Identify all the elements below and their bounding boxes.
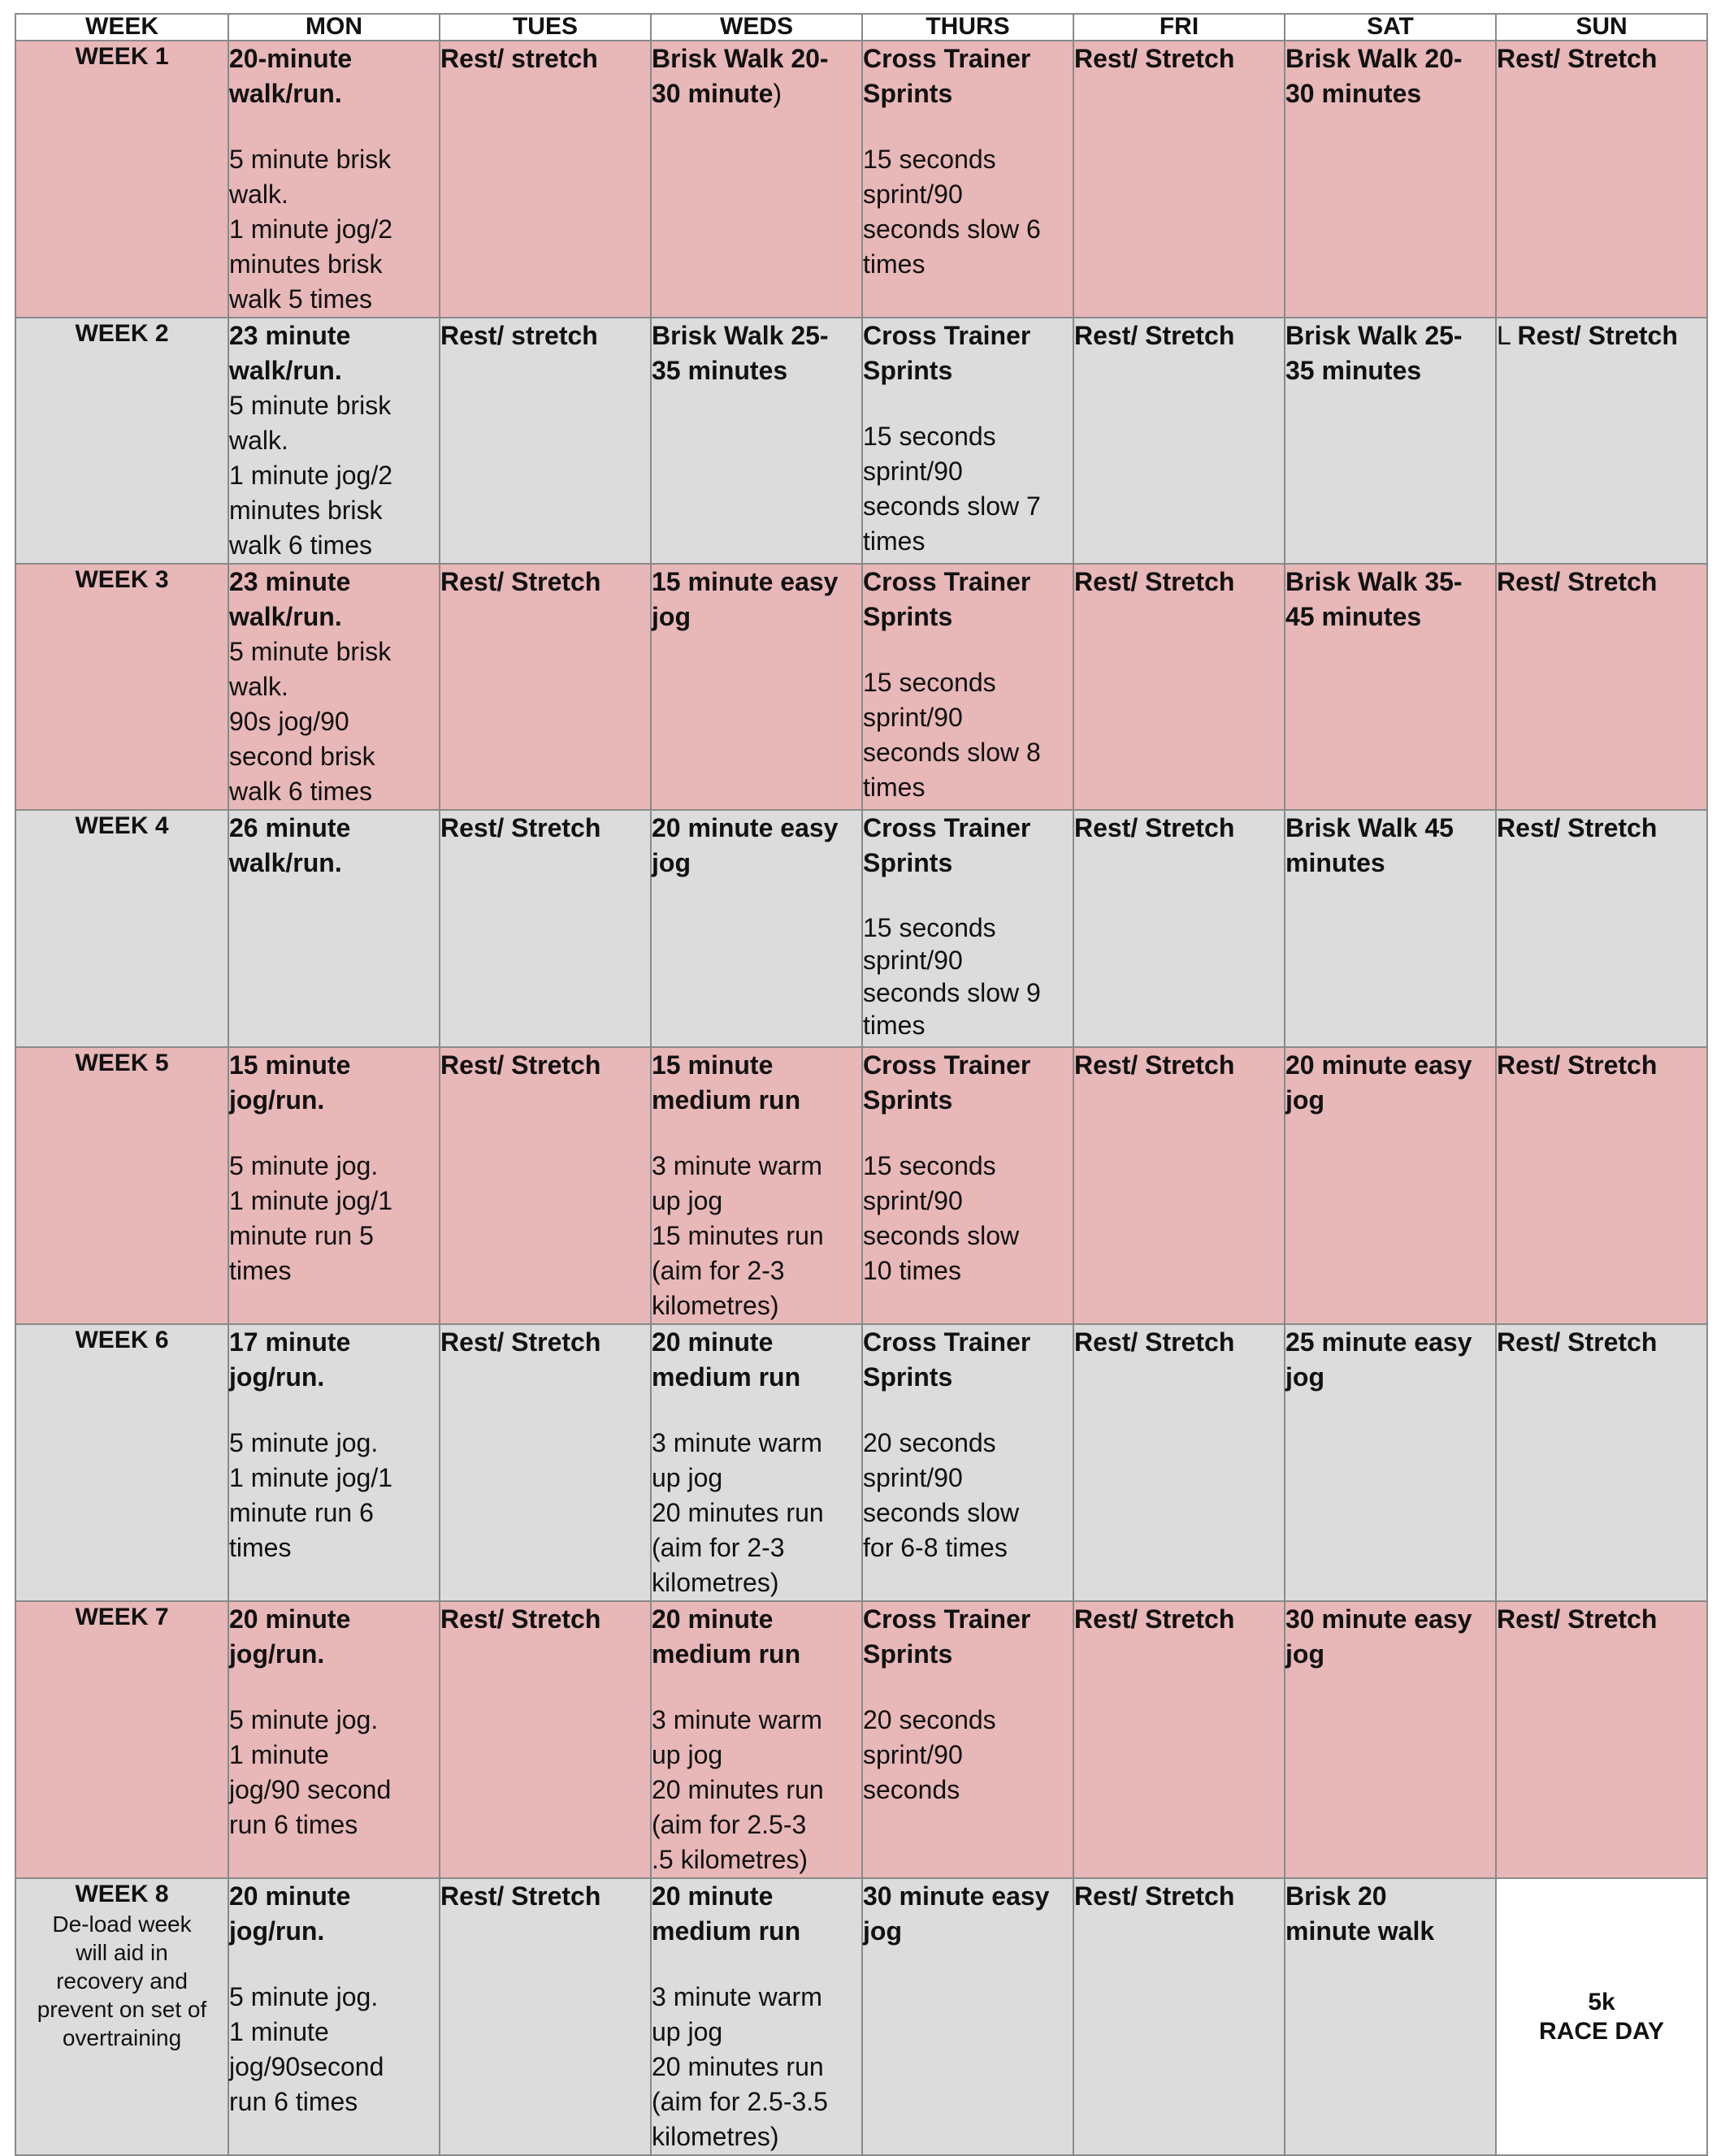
table-row (15, 1601, 1707, 1878)
mon-title: 23 minute walk/run. (229, 567, 351, 631)
thurs-cell (862, 1878, 1073, 2155)
fri-cell (1073, 1878, 1285, 2155)
tues-text: Rest/ Stretch (440, 1050, 601, 1080)
sun-text: Rest/ Stretch (1497, 1327, 1658, 1357)
table-row (15, 41, 1707, 318)
weds-cell (651, 810, 862, 1047)
week-label-cell (15, 318, 228, 564)
mon-detail: 5 minute brisk walk. 1 minute jog/2 minutes brisk walk 5 times (229, 145, 393, 314)
tues-cell (440, 41, 651, 318)
mon-title: 20-minute walk/run. (229, 44, 353, 108)
mon-detail: 5 minute jog. 1 minute jog/90second run 6 times (229, 1982, 384, 2116)
tues-text: Rest/ Stretch (440, 813, 601, 842)
mon-title: 17 minute jog/run. (229, 1327, 351, 1392)
thurs-title: Cross Trainer Sprints (863, 567, 1031, 631)
thurs-detail: 15 seconds sprint/90 seconds slow 9 times (863, 913, 1041, 1040)
table-row (15, 1324, 1707, 1601)
sat-cell (1285, 1878, 1496, 2155)
week-label: WEEK 8 (75, 1881, 169, 1907)
mon-detail: 5 minute jog. 1 minute jog/1 minute run 6 times (229, 1428, 393, 1562)
mon-detail: 5 minute brisk walk. 90s jog/90 second brisk walk 6 times (229, 637, 392, 806)
week-label: WEEK 1 (75, 43, 169, 70)
fri-cell (1073, 1047, 1285, 1324)
fri-text: Rest/ Stretch (1074, 44, 1235, 73)
tues-text: Rest/ Stretch (440, 1604, 601, 1634)
header-fri: FRI (1073, 14, 1285, 41)
fri-text: Rest/ Stretch (1074, 1881, 1235, 1911)
mon-title: 20 minute jog/run. (229, 1881, 351, 1946)
tues-text: Rest/ Stretch (440, 567, 601, 596)
week-label: WEEK 3 (75, 566, 169, 593)
thurs-cell (862, 810, 1073, 1047)
thurs-detail: 15 seconds sprint/90 seconds slow 8 times (863, 668, 1041, 802)
fri-cell (1073, 564, 1285, 810)
header-tues: TUES (440, 14, 651, 41)
weds-detail: 3 minute warm up jog 20 minutes run (aim for 2.5-3.5 kilometres) (652, 1982, 828, 2151)
sun-cell (1496, 41, 1707, 318)
mon-title: 26 minute walk/run. (229, 813, 351, 877)
sat-cell (1285, 1601, 1496, 1878)
thurs-cell (862, 318, 1073, 564)
thurs-title: Cross Trainer Sprints (863, 1327, 1031, 1392)
weds-cell (651, 564, 862, 810)
mon-cell (228, 1878, 440, 2155)
sun-cell (1496, 810, 1707, 1047)
fri-text: Rest/ Stretch (1074, 567, 1235, 596)
mon-cell (228, 1324, 440, 1601)
sat-cell (1285, 41, 1496, 318)
weds-cell (651, 1047, 862, 1324)
thurs-title: Cross Trainer Sprints (863, 321, 1031, 385)
sun-text: Rest/ Stretch (1497, 813, 1658, 842)
thurs-title: Cross Trainer Sprints (863, 1050, 1031, 1115)
mon-cell (228, 810, 440, 1047)
weds-cell (651, 1601, 862, 1878)
week-label-cell (15, 1878, 228, 2155)
thurs-title: Cross Trainer Sprints (863, 813, 1031, 877)
weds-detail: 3 minute warm up jog 20 minutes run (aim for 2-3 kilometres) (652, 1428, 824, 1597)
weds-detail: 3 minute warm up jog 20 minutes run (aim for 2.5-3 .5 kilometres) (652, 1705, 824, 1874)
race-day-label: RACE DAY (1539, 2017, 1664, 2045)
week-label-cell (15, 1601, 228, 1878)
fri-text: Rest/ Stretch (1074, 1050, 1235, 1080)
weds-title: 15 minute medium run (652, 1050, 801, 1115)
header-sat: SAT (1285, 14, 1496, 41)
week-label-cell (15, 1047, 228, 1324)
sun-text: Rest/ Stretch (1517, 321, 1678, 350)
sat-cell (1285, 1324, 1496, 1601)
mon-detail: 5 minute brisk walk. 1 minute jog/2 minutes brisk walk 6 times (229, 391, 393, 560)
weds-tail: ) (773, 79, 782, 108)
race-distance: 5k (1588, 1988, 1615, 2015)
thurs-detail: 20 seconds sprint/90 seconds (863, 1705, 996, 1804)
sun-cell (1496, 1047, 1707, 1324)
tues-cell (440, 1601, 651, 1878)
table-row (15, 318, 1707, 564)
sun-cell (1496, 318, 1707, 564)
sat-cell (1285, 564, 1496, 810)
tues-cell (440, 1878, 651, 2155)
thurs-detail: 15 seconds sprint/90 seconds slow 6 times (863, 145, 1041, 279)
fri-cell (1073, 41, 1285, 318)
fri-text: Rest/ Stretch (1074, 321, 1235, 350)
fri-text: Rest/ Stretch (1074, 813, 1235, 842)
tues-cell (440, 1047, 651, 1324)
tues-text: Rest/ stretch (440, 321, 598, 350)
sat-cell (1285, 318, 1496, 564)
mon-cell (228, 318, 440, 564)
weds-cell (651, 1878, 862, 2155)
sat-text: 30 minute easy jog (1285, 1604, 1472, 1669)
sun-text: Rest/ Stretch (1497, 1050, 1658, 1080)
week-label: WEEK 4 (75, 812, 169, 839)
tues-cell (440, 318, 651, 564)
table-row (15, 1047, 1707, 1324)
weds-cell (651, 1324, 862, 1601)
thurs-detail: 20 seconds sprint/90 seconds slow for 6-8 times (863, 1428, 1020, 1562)
mon-title: 20 minute jog/run. (229, 1604, 351, 1669)
table-row (15, 564, 1707, 810)
thurs-cell (862, 41, 1073, 318)
header-sun: SUN (1496, 14, 1707, 41)
mon-cell (228, 1601, 440, 1878)
week-label-cell (15, 1324, 228, 1601)
thurs-cell (862, 1047, 1073, 1324)
sat-cell (1285, 810, 1496, 1047)
sat-text: 25 minute easy jog (1285, 1327, 1472, 1392)
mon-cell (228, 1047, 440, 1324)
header-thurs: THURS (862, 14, 1073, 41)
tues-cell (440, 1324, 651, 1601)
week-label: WEEK 5 (75, 1050, 169, 1076)
week-label-cell (15, 810, 228, 1047)
sun-text: Rest/ Stretch (1497, 567, 1658, 596)
weds-detail: 3 minute warm up jog 15 minutes run (aim for 2-3 kilometres) (652, 1151, 824, 1320)
thurs-title: Cross Trainer Sprints (863, 1604, 1031, 1669)
tues-cell (440, 810, 651, 1047)
fri-text: Rest/ Stretch (1074, 1604, 1235, 1634)
fri-cell (1073, 1324, 1285, 1601)
fri-text: Rest/ Stretch (1074, 1327, 1235, 1357)
weds-cell (651, 41, 862, 318)
sat-text: Brisk Walk 20- 30 minutes (1285, 44, 1463, 108)
week-label: WEEK 6 (75, 1327, 169, 1353)
sun-cell (1496, 1601, 1707, 1878)
fri-cell (1073, 318, 1285, 564)
thurs-cell (862, 1601, 1073, 1878)
weds-title: 15 minute easy jog (652, 567, 839, 631)
header-row (15, 14, 1707, 41)
sat-text: Brisk 20 minute walk (1285, 1881, 1435, 1946)
mon-detail: 5 minute jog. 1 minute jog/90 second run 6 times (229, 1705, 392, 1839)
tues-text: Rest/ Stretch (440, 1881, 601, 1911)
header-weds: WEDS (651, 14, 862, 41)
mon-title: 23 minute walk/run. (229, 321, 351, 385)
week-label: WEEK 7 (75, 1604, 169, 1630)
weds-title: 20 minute medium run (652, 1881, 801, 1946)
mon-detail: 5 minute jog. 1 minute jog/1 minute run 5 times (229, 1151, 393, 1285)
weds-title: Brisk Walk 20- 30 minute (652, 44, 829, 108)
table-row (15, 1878, 1707, 2155)
thurs-cell (862, 1324, 1073, 1601)
week-label-cell (15, 564, 228, 810)
sun-cell (1496, 1324, 1707, 1601)
sun-text: Rest/ Stretch (1497, 44, 1658, 73)
mon-title: 15 minute jog/run. (229, 1050, 351, 1115)
sun-text: Rest/ Stretch (1497, 1604, 1658, 1634)
weds-title: 20 minute medium run (652, 1604, 801, 1669)
sat-text: 20 minute easy jog (1285, 1050, 1472, 1115)
header-week: WEEK (15, 14, 228, 41)
weds-title: Brisk Walk 25- 35 minutes (652, 321, 829, 385)
tues-cell (440, 564, 651, 810)
weds-title: 20 minute easy jog (652, 813, 839, 877)
fri-cell (1073, 810, 1285, 1047)
sun-prefix: L (1497, 321, 1518, 350)
thurs-cell (862, 564, 1073, 810)
sat-cell (1285, 1047, 1496, 1324)
tues-text: Rest/ stretch (440, 44, 598, 73)
table-row (15, 810, 1707, 1047)
training-plan-table (15, 13, 1708, 2156)
mon-cell (228, 41, 440, 318)
sat-text: Brisk Walk 35- 45 minutes (1285, 567, 1463, 631)
fri-cell (1073, 1601, 1285, 1878)
race-day-cell (1496, 1878, 1707, 2155)
thurs-detail: 15 seconds sprint/90 seconds slow 7 times (863, 422, 1041, 556)
sat-text: Brisk Walk 45 minutes (1285, 813, 1454, 877)
header-mon: MON (228, 14, 440, 41)
sun-cell (1496, 564, 1707, 810)
weds-title: 20 minute medium run (652, 1327, 801, 1392)
thurs-detail: 15 seconds sprint/90 seconds slow 10 times (863, 1151, 1020, 1285)
deload-note: De-load week will aid in recovery and prevent on set of overtraining (37, 1911, 207, 2050)
mon-cell (228, 564, 440, 810)
weds-cell (651, 318, 862, 564)
thurs-title: Cross Trainer Sprints (863, 44, 1031, 108)
sat-text: Brisk Walk 25- 35 minutes (1285, 321, 1463, 385)
week-label-cell (15, 41, 228, 318)
week-label: WEEK 2 (75, 320, 169, 347)
thurs-title: 30 minute easy jog (863, 1881, 1050, 1946)
tues-text: Rest/ Stretch (440, 1327, 601, 1357)
